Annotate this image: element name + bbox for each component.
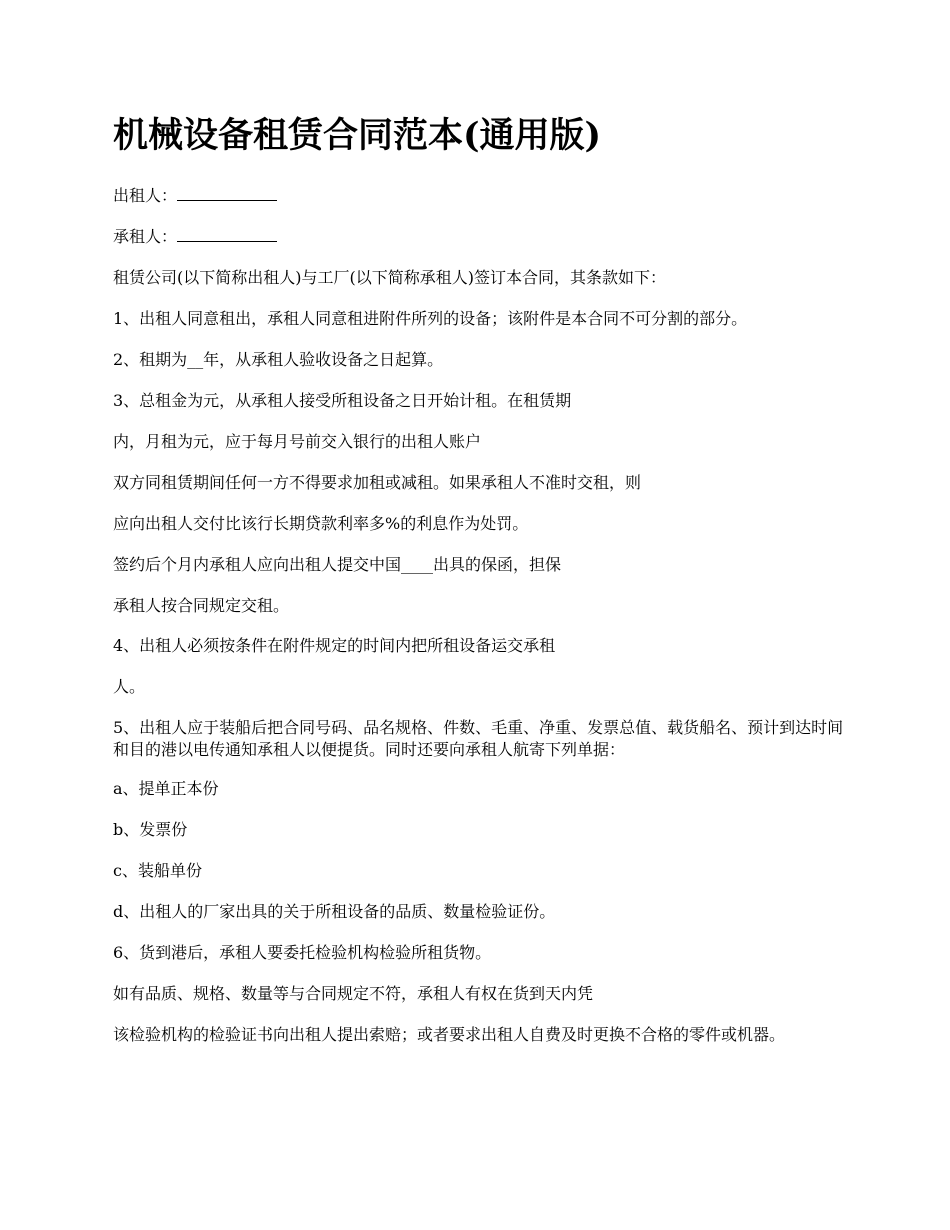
- clause-6-line-2: 如有品质、规格、数量等与合同规定不符，承租人有权在货到天内凭: [113, 984, 594, 1003]
- document-item-c: c、装船单份: [113, 861, 202, 880]
- lessee-blank: [177, 226, 277, 242]
- lessor-line: [113, 185, 848, 207]
- clause-2: 2、租期为__年，从承租人验收设备之日起算。: [113, 350, 444, 369]
- clause-5: 5、出租人应于装船后把合同号码、品名规格、件数、毛重、净重、发票总值、载货船名、预计到达时间和目的港以电传通知承租人以便提货。同时还要向承租人航寄下列单据：: [113, 718, 844, 759]
- clause-6-line-3: 该检验机构的检验证书向出租人提出索赔；或者要求出租人自费及时更换不合格的零件或机器。: [113, 1025, 786, 1044]
- intro-paragraph: 租赁公司(以下简称出租人)与工厂(以下简称承租人)签订本合同，其条款如下：: [113, 268, 666, 287]
- document-title: 机械设备租赁合同范本(通用版): [113, 115, 602, 156]
- clause-1: 1、出租人同意租出，承租人同意租进附件所列的设备；该附件是本合同不可分割的部分。: [113, 309, 748, 328]
- document-item-a: a、提单正本份: [113, 779, 219, 798]
- clause-4-line-2: 人。: [113, 677, 146, 696]
- clause-4-line-1: 4、出租人必须按条件在附件规定的时间内把所租设备运交承租: [113, 636, 556, 655]
- clause-3-line-2: 内，月租为元，应于每月号前交入银行的出租人账户: [113, 432, 482, 451]
- clause-3-line-3: 双方同租赁期间任何一方不得要求加租或减租。如果承租人不准时交租，则: [113, 473, 642, 492]
- clause-3-line-6: 承租人按合同规定交租。: [113, 596, 290, 615]
- document-item-b: b、发票份: [113, 820, 188, 839]
- document-item-d: d、出租人的厂家出具的关于所租设备的品质、数量检验证份。: [113, 902, 556, 921]
- clause-6-line-1: 6、货到港后，承租人要委托检验机构检验所租货物。: [113, 943, 492, 962]
- clause-3-line-5: 签约后个月内承租人应向出租人提交中国____出具的保函，担保: [113, 555, 562, 574]
- clause-3-line-4: 应向出租人交付比该行长期贷款利率多%的利息作为处罚。: [113, 514, 529, 533]
- lessee-line: [113, 226, 848, 248]
- lessor-blank: [177, 185, 277, 201]
- lessor-label: 出租人：: [113, 186, 178, 205]
- lessee-label: 承租人：: [113, 227, 178, 246]
- clause-3-line-1: 3、总租金为元，从承租人接受所租设备之日开始计租。在租赁期: [113, 391, 572, 410]
